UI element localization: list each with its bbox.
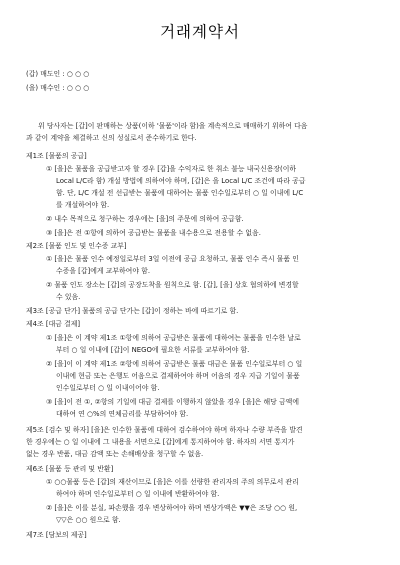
clause-line: 하여야 하며 인수일로부터 ○ 일 이내에 반환하여야 함. [56,490,220,498]
clause-line: ③ [을]은 전 ①항에 의하여 공급받는 물품을 내수용으로 전용할 수 없음. [46,229,261,237]
document-title: 거래계약서 [160,23,240,41]
clause-line: ② 물품 인도 장소는 [갑]의 공장도착을 원칙으로 함. [갑], [을] 상호 협의하에 변경할 [46,281,299,289]
clause-line: 수증을 [갑]에게 교부하여야 함. [56,267,151,275]
clause-line: 대하여 연 ○%의 연체금리를 부담하여야 함. [56,410,189,418]
clause-line: 이내에 현금 또는 은행도 어음으로 결제하여야 하며 어음의 경우 지급 기일이 물품 [56,372,300,380]
article-heading: 제7조 [담보의 제공] [26,531,87,539]
clause-line: ② [을]은 이를 분실, 파손했을 경우 변상하여야 하며 변상가액은 ▼▼은 조당 ○○ 원, [46,504,298,512]
preamble-line: 위 당사자는 [갑]이 판매하는 상품(이하 '물품'이라 함)을 계속적으로 매매하기 위하여 다음 [38,122,308,130]
article-heading: 제3조 [공급 단가] 물품의 공급 단가는 [갑]이 정하는 바에 따르기로 함. [26,307,239,315]
article-text-line: 없는 경우 반품, 대금 감액 또는 손해배상을 청구할 수 없음. [26,450,204,458]
clause-line: 수 있음. [56,293,81,301]
clause-line: 를 개설하여야 함. [56,201,110,209]
preamble-line: 과 같이 계약을 체결하고 신의 성실로서 준수하기로 한다. [26,134,197,142]
clause-line: 인수일로부터 ○ 일 이내이어야 함. [56,384,160,392]
article-heading: 제5조 [검수 및 하자] [을]은 인수한 물품에 대하여 검수하여야 하며 하자나 수량 부족을 발견 [26,426,303,434]
article-heading: 제1조 [물품의 공급] [26,152,87,160]
clause-line: ① [을]은 물품을 공급받고자 할 경우 [갑]을 수익자로 한 취소 불능 내국신용장(이하 [46,165,297,173]
clause-line: Local L/C라 함) 개설 방법에 의하여야 하며, [갑]은 을 Local L/C 조건에 따라 공급 [56,177,306,185]
article-heading: 제6조 [물품 등 관리 및 반환] [26,465,114,473]
clause-line: ① [을]은 이 계약 제1조 ①항에 의하여 공급받은 물품에 대하여는 물품을 인수한 날로 [46,334,301,342]
article-heading: 제2조 [물품 인도 및 인수증 교부] [26,242,127,250]
clause-line: ② [을]이 이 계약 제1조 ②항에 의하여 공급받은 물품 대금은 물품 인수일로부터 ○ 일 [46,360,303,368]
clause-line: 함. 단, L/C 개설 전 선급받는 물품에 대하여는 물품 인수일로부터 ○ 일 이내에 L/C [56,189,304,197]
clause-line: ▽▽은 ○○ 원으로 함. [56,516,121,524]
clause-line: ② 내수 목적으로 청구하는 경우에는 [을]의 주문에 의하여 공급함. [46,215,244,223]
article-text-line: 한 경우에는 ○ 일 이내에 그 내용을 서면으로 [갑]에게 통지하여야 함. 하자의 서면 통지가 [26,438,295,446]
clause-line: ① ○○물품 등은 [갑]의 재산이므로 [을]은 이를 선량한 관리자의 주의 의무로서 관리 [46,478,299,486]
clause-line: ① [을]은 물품 인수 예정일로부터 3일 이전에 공급 요청하고, 물품 인수 즉시 물품 인 [46,255,299,263]
clause-line: 부터 ○ 일 이내에 [갑]이 NEGO에 필요한 서류를 교부하여야 함. [56,346,250,354]
article-heading: 제4조 [대금 결제] [26,320,81,328]
buyer-line: (을) 매수인 : ○ ○ ○ [26,84,90,92]
seller-line: (갑) 매도인 : ○ ○ ○ [26,70,90,78]
clause-line: ③ [을]이 전 ①, ②항의 기일에 대금 결제를 이행하지 않았을 경우 [을]은 해당 금액에 [46,398,299,406]
